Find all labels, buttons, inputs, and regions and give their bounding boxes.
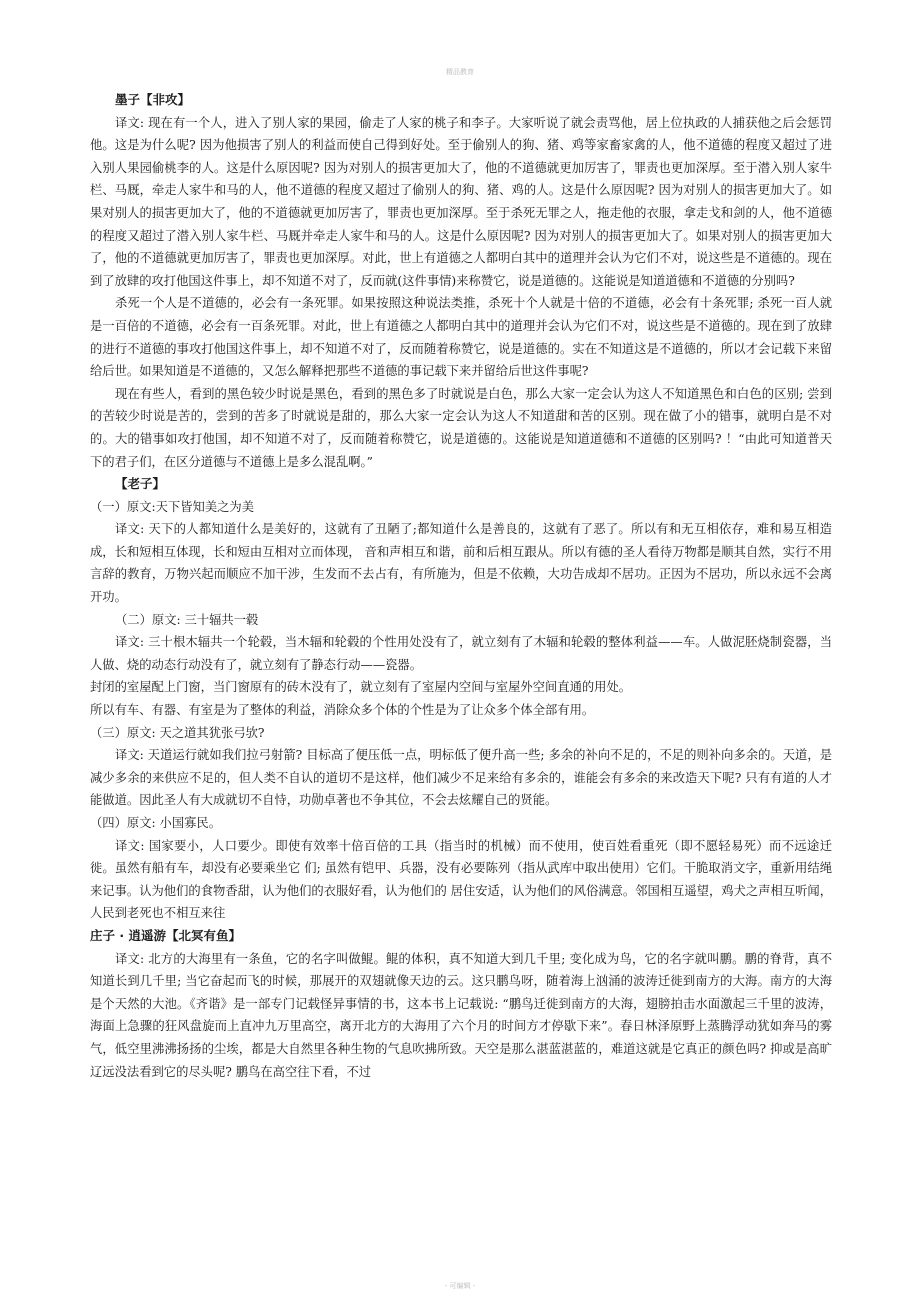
laozi-section-3-heading: （三）原文: 天之道其犹张弓欤? [90,725,265,740]
mozi-paragraph-1: 译文: 现在有一个人，进入了别人家的果园，偷走了人家的桃子和李子。大家听说了就会责骂他，居上位执政的人捕获他之后会惩罚他。这是为什么呢? 因为他损害了别人的利益而使自己得到好处。至于偷别人的狗、猪、鸡等家畜家禽的人，他不道德的程度又超过了进入别人果园偷桃李的人。这是什么原因呢? 因为对别人的损害更加大了，他的不道德就更加厉害了，罪责也更加深厚。至于潜入别人家牛栏、马厩，牵走人家牛和马的人，他不道德的程度又超过了偷别人的狗、猪、鸡的人。这是什么原因呢? 因为对别人的损害更加大了。如果对别人的损害更加大了，他的不道德就更加厉害了，罪责也更加深厚。至于杀死无罪之人，拖走他的衣服，拿走戈和剑的人，他不道德的程度又超过了潜入别人家牛栏、马厩并牵走人家牛和马的人。这是什么原因呢? 因为对别人的损害更加大了。如果对别人的损害更加大了，他的不道德就更加厉害了，罪责也更加深厚。对此，世上有道德之人都明白其中的道理并会认为它们不对，说这些是不道德的。现在到了放肆的攻打他国这件事上，却不知道不对了，反而就(这件事情)来称赞它，说是道德的。这能说是知道道德和不道德的分别吗? [90,115,832,288]
laozi-section-4-heading: （四）原文: 小国寡民。 [90,816,222,830]
mozi-title: 墨子【非攻】 [115,92,191,107]
zhuangzi-title: 庄子 · 逍遥游【北冥有鱼】 [90,927,241,943]
mozi-paragraph-3: 现在有些人，看到的黑色较少时说是黑色，看到的黑色多了时就说是白色，那么大家一定会认为这人不知道黑色和白色的区别; 尝到的苦较少时说是苦的，尝到的苦多了时就说是甜的，那么大家一定会认为这人不知道甜和苦的区别。现在做了小的错事，就明白是不对的。大的错事如攻打他国，却不知道不对了，反而随着称赞它，说是道德的。这能说是知道道德和不道德的区别吗? ！“由此可知道普天下的君子们，在区分道德与不道德上是多么混乱啊。” [90,386,832,469]
laozi-title: 【老子】 [115,476,166,492]
document-body [90,89,832,1083]
laozi-section-4-text: 译文: 国家要小，人口要少。即使有效率十倍百倍的工具（指当时的机械）而不使用，使百姓看重死（即不愿轻易死）而不远途迁徙。虽然有船有车，却没有必要乘坐它 们; 虽然有铠甲、兵器，没有必要陈列（指从武库中取出使用）它们。干脆取消文字，重新用结绳来记事。认为他们的食物香甜，认为他们的衣服好看，认为他们的 居住安适，认为他们的风俗满意。邻国相互遥望，鸡犬之声相互听闻，人民到老死也不相互来往 [90,838,832,921]
laozi-section-3-text: 译文: 天道运行就如我们拉弓射箭? 目标高了便压低一点，明标低了便升高一些; 多余的补向不足的，不足的则补向多余的。天道，是减少多余的来供应不足的，但人类不自认的道切不是这样，他们减少不足来给有多余的，谁能会有多余的来改造天下呢? 只有有道的人才能做道。因此圣人有大成就切不自恃，功勋卓著也不争其位，不会去炫耀自己的贤能。 [90,748,832,808]
laozi-section-2-text-3: 所以有车、有器、有室是为了整体的利益，消除众多个体的个性是为了让众多个体全部有用。 [90,703,595,718]
page-footer: - 可编辑 - [444,1282,476,1290]
laozi-section-2-text-2: 封闭的室屋配上门窗，当门窗原有的砖木没有了，就立刻有了室屋内空间与室屋外空间直通的用处。 [90,680,632,695]
zhuangzi-text: 译文: 北方的大海里有一条鱼，它的名字叫做鲲。鲲的体积，真不知道大到几千里; 变化成为鸟，它的名字就叫鹏。鹏的脊背，真不知道长到几千里; 当它奋起而飞的时候，那展开的双翅就像天边的云。这只鹏鸟呀，随着海上汹涌的波涛迁徙到南方的大海。南方的大海是个天然的大池。《齐谐》是一部专门记载怪异事情的书，这本书上记载说: “鹏鸟迁徙到南方的大海，翅膀拍击水面激起三千里的波涛，海面上急骤的狂风盘旋而上直冲九万里高空，离开北方的大海用了六个月的时间方才停歇下来”。春日林泽原野上蒸腾浮动犹如奔马的雾气，低空里沸沸扬扬的尘埃，都是大自然里各种生物的气息吹拂所致。天空是那么湛蓝湛蓝的，难道这就是它真正的颜色吗? 抑或是高旷辽远没法看到它的尽头呢? 鹏鸟在高空往下看，不过 [90,951,832,1079]
laozi-section-1-heading: （一）原文:天下皆知美之为美 [90,499,255,514]
page-header: 精品教育 [446,68,474,76]
laozi-section-2-heading: （二）原文: 三十辐共一毂 [115,612,259,627]
mozi-paragraph-2: 杀死一个人是不道德的，必会有一条死罪。如果按照这种说法类推，杀死十个人就是十倍的不道德，必会有十条死罪; 杀死一百人就是一百倍的不道德，必会有一百条死罪。对此，世上有道德之人都明白其中的道理并会认为它们不对，说这些是不道德的。现在到了放肆的进行不道德的事攻打他国这件事上，却不知道不对了，反而随着称赞它，说是道德的。实在不知道这是不道德的，所以才会记载下来留给后世。如果知道是不道德的，又怎么解释把那些不道德的事记载下来并留给后世这件事呢? [90,296,832,379]
laozi-section-2-text-1: 译文: 三十根木辐共一个轮毂，当木辐和轮毂的个性用处没有了，就立刻有了木辐和轮毂的整体利益——车。人做泥胚烧制瓷器，当人做、烧的动态行动没有了，就立刻有了静态行动——瓷器。 [90,635,832,672]
laozi-section-1-text: 译文: 天下的人都知道什么是美好的，这就有了丑陋了;都知道什么是善良的，这就有了恶了。所以有和无互相依存，难和易互相造成，长和短相互体现，长和短由互相对立而体现， 音和声相互和谐，前和后相互跟从。所以有德的圣人看待万物都是顺其自然，实行不用言辞的教育，万物兴起而顺应不加干涉，生发而不去占有，有所施为，但是不依赖，大功告成却不居功。正因为不居功，所以永远不会离开功。 [90,522,832,605]
